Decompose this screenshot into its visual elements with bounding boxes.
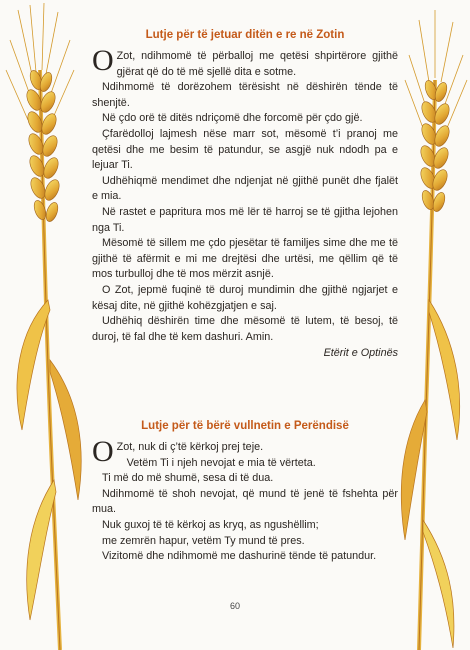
prayer-paragraph: Udhëhiqmë mendimet dhe ndjenjat në gjithë punët dhe fjalët e mia. <box>92 174 398 203</box>
page-number: 60 <box>229 601 240 611</box>
prayer-first-paragraph <box>92 44 398 80</box>
prayer-paragraph: Ti më do më shumë, sesa di të dua. <box>102 472 274 485</box>
prayer-body <box>92 435 398 565</box>
drop-cap: O <box>92 435 114 468</box>
prayer-paragraph: Në çdo orë të ditës ndriçomë dhe forcomë për çdo gjë. <box>102 112 363 125</box>
prayer-paragraph: Çfarëdolloj lajmesh nëse marr sot, mësomë t’i pranoj me qetësi dhe me besim të patundur, se asgjë nuk ndodh pa e lejuar Ti. <box>92 127 398 172</box>
prayer-section-1 <box>92 29 398 359</box>
prayer-paragraph: Në rastet e papritura mos më lër të harroj se të gjitha lejohen nga Ti. <box>92 205 398 234</box>
prayer-paragraph: Ndihmomë të dorëzohem tërësisht në dëshirën tënde të shenjtë. <box>92 81 398 109</box>
wheat-stalk-left-icon <box>0 0 100 650</box>
prayer-paragraph: Vetëm Ti i njeh nevojat e mia të vërteta. <box>126 456 316 469</box>
drop-cap: O <box>92 44 114 77</box>
prayer-section-2 <box>92 420 398 565</box>
prayer-paragraph: Mësomë të sillem me çdo pjesëtar të familjes sime dhe me të gjithë të afërmit e mi me drejtësi dhe urtësi, me qëllim që të mos turbulloj dhe të mos mërzit asnjë. <box>92 237 398 281</box>
prayer-paragraph: me zemrën hapur, vetëm Ty mund të pres. <box>102 534 305 547</box>
prayer-signature: Etërit e Optinës <box>323 347 398 360</box>
prayer-paragraph: Ndihmomë të shoh nevojat, që mund të jenë të fshehta për mua. <box>92 487 398 516</box>
prayer-paragraph: Nuk guxoj të të kërkoj as kryq, as ngushëllim; <box>102 518 319 531</box>
wheat-stalk-right-icon <box>395 0 470 650</box>
prayer-first-line: Zot, nuk di ç’të kërkoj prej teje. <box>116 441 264 453</box>
prayer-first-line: Zot, ndihmomë të përballoj me qetësi shpirtërore gjithë gjërat që do të më sjellë dita e sotme. <box>116 50 398 78</box>
prayer-paragraph: Vizitomë dhe ndihmomë me dashurinë tënde të patundur. <box>102 550 377 563</box>
prayer-paragraph: O Zot, jepmë fuqinë të duroj mundimin dhe gjithë ngjarjet e kësaj dite, në gjithë kohëzgjatjen e saj. <box>92 283 398 312</box>
prayer-title: Lutje për të bërë vullnetin e Perëndisë <box>141 420 349 432</box>
prayer-paragraph: Udhëhiq dëshirën time dhe mësomë të lutem, të besoj, të duroj, të fal dhe të kem dashuri. Amin. <box>92 315 398 343</box>
prayer-body <box>92 44 398 345</box>
prayer-title: Lutje për të jetuar ditën e re në Zotin <box>145 29 345 41</box>
